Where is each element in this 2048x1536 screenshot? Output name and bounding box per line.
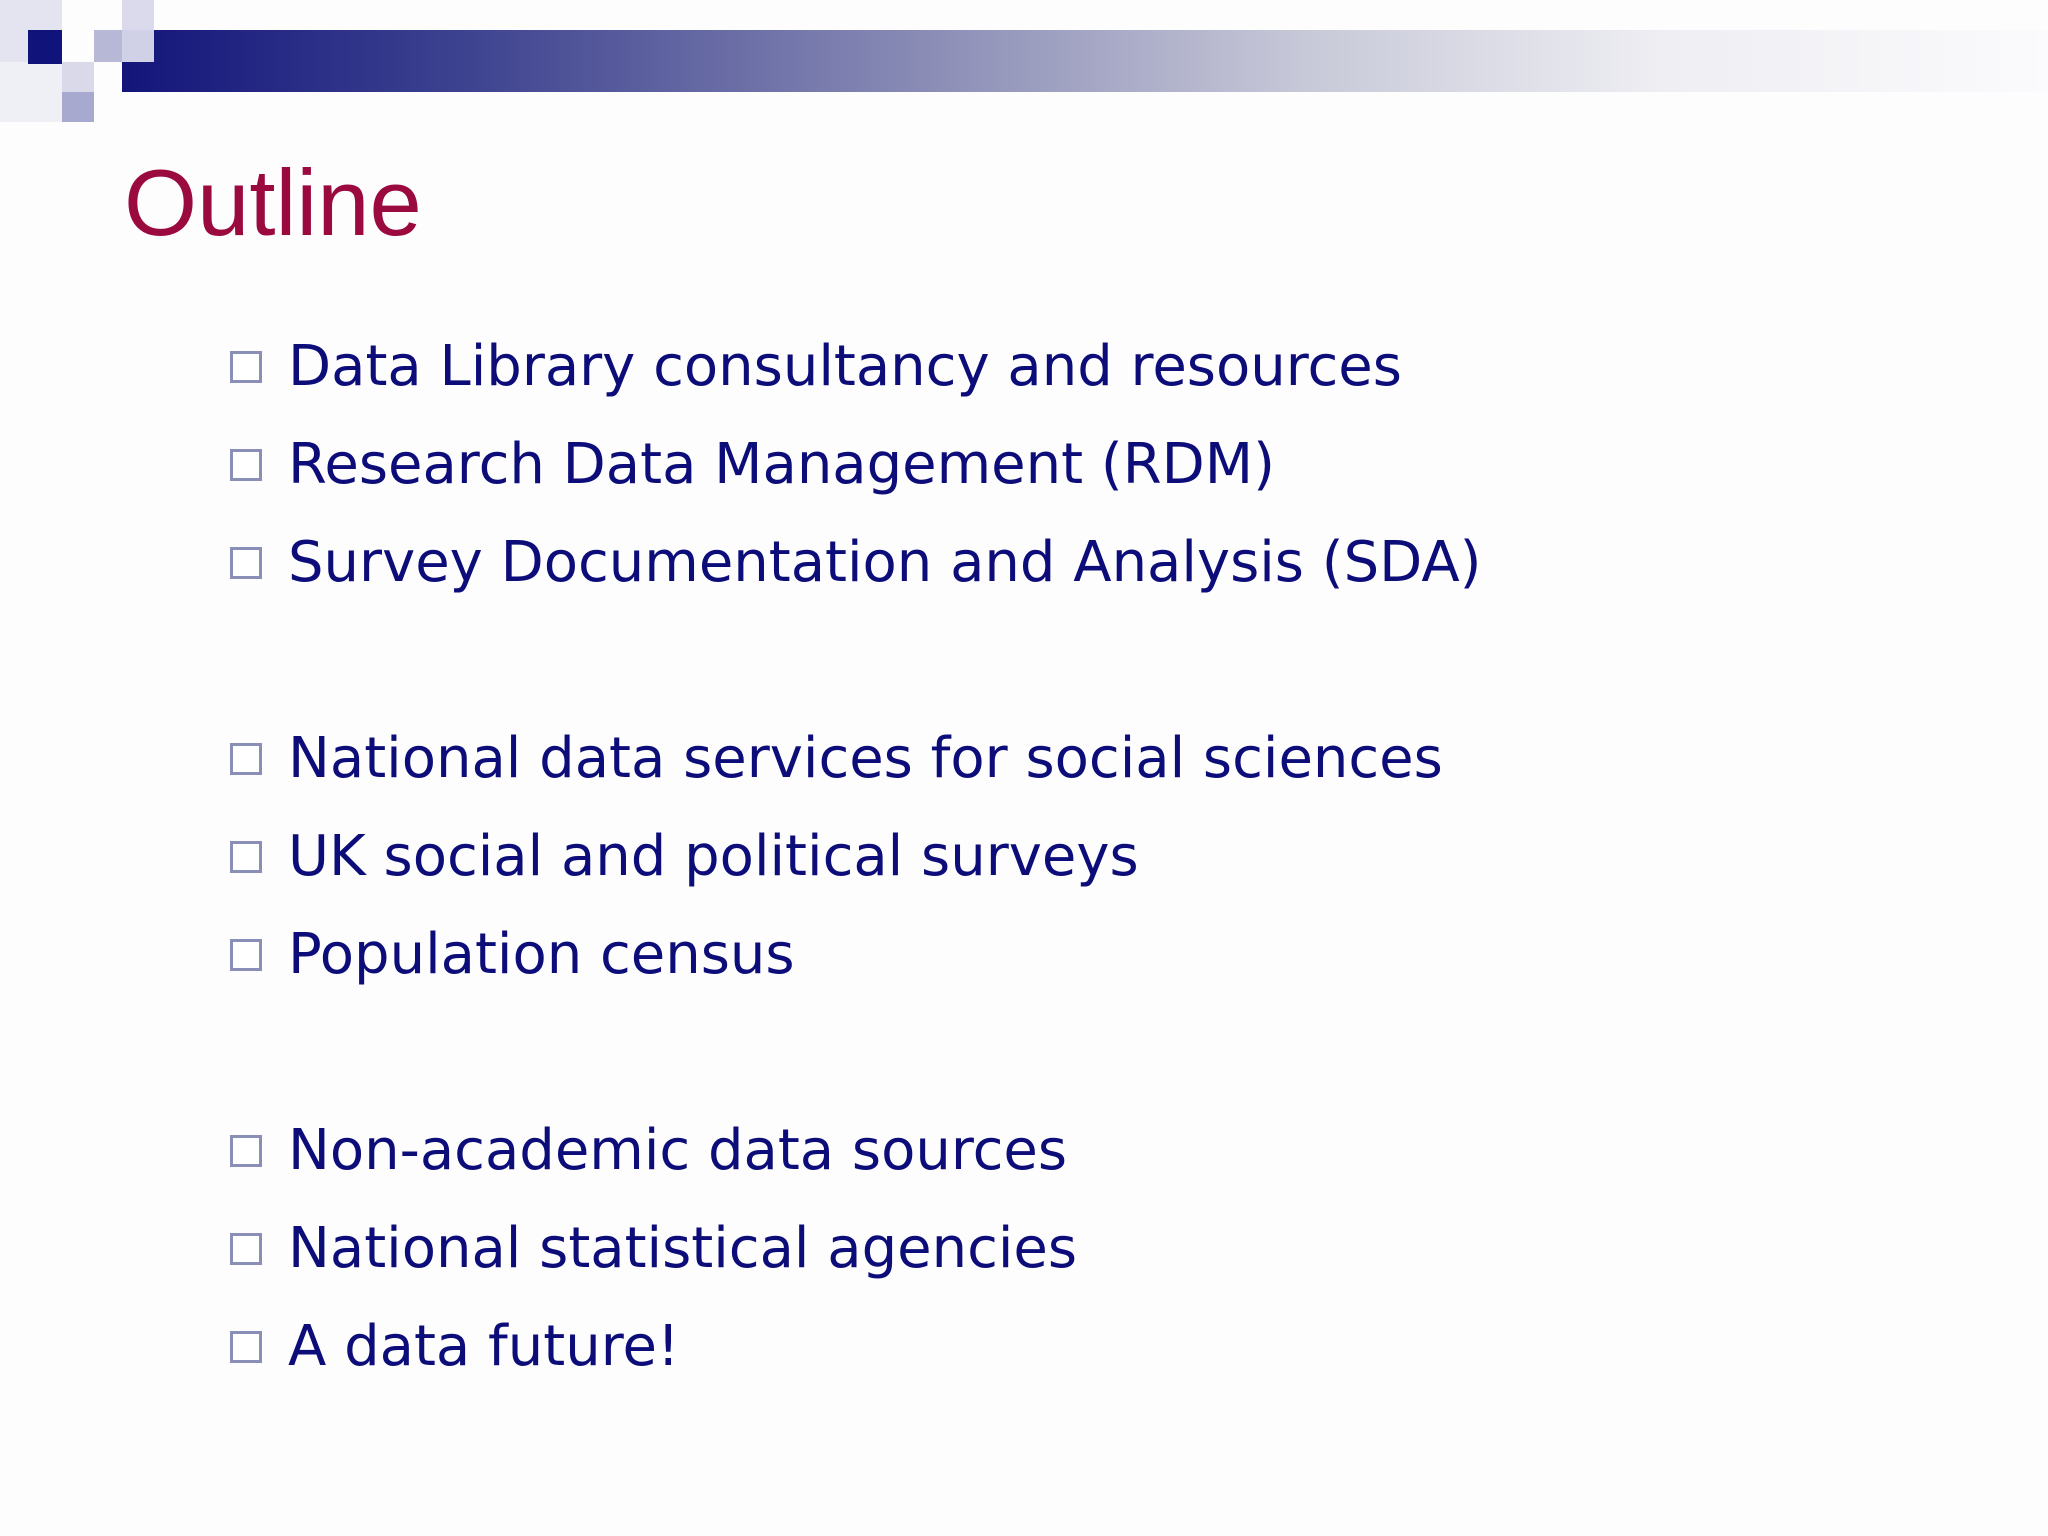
decor-square xyxy=(0,62,62,122)
list-item xyxy=(230,808,1481,906)
list-item xyxy=(230,1298,1481,1396)
hollow-square-icon xyxy=(230,1233,262,1265)
hollow-square-icon xyxy=(230,1135,262,1167)
list-item xyxy=(230,318,1481,416)
list-item-label: Data Library consultancy and resources xyxy=(288,334,1402,399)
hollow-square-icon xyxy=(230,743,262,775)
list-item xyxy=(230,710,1481,808)
hollow-square-icon xyxy=(230,547,262,579)
list-item-label: Survey Documentation and Analysis (SDA) xyxy=(288,530,1482,595)
list-item xyxy=(230,1102,1481,1200)
list-item-label: A data future! xyxy=(288,1314,680,1379)
hollow-square-icon xyxy=(230,1331,262,1363)
hollow-square-icon xyxy=(230,841,262,873)
hollow-square-icon xyxy=(230,449,262,481)
outline-list xyxy=(230,318,1481,1396)
list-item-label: National statistical agencies xyxy=(288,1216,1078,1281)
list-item xyxy=(230,416,1481,514)
hollow-square-icon xyxy=(230,939,262,971)
decor-square xyxy=(62,92,94,122)
decor-square xyxy=(122,30,154,62)
list-item xyxy=(230,1200,1481,1298)
list-item-label: National data services for social sciences xyxy=(288,726,1443,791)
hollow-square-icon xyxy=(230,351,262,383)
decor-square xyxy=(122,0,154,30)
list-item-label: Non-academic data sources xyxy=(288,1118,1068,1183)
list-item-label: UK social and political surveys xyxy=(288,824,1139,889)
slide-title: Outline xyxy=(124,150,422,255)
list-item-label: Research Data Management (RDM) xyxy=(288,432,1275,497)
decor-square xyxy=(28,30,62,64)
list-item xyxy=(230,514,1481,612)
list-item xyxy=(230,906,1481,1004)
header-gradient-band xyxy=(122,30,2048,92)
decor-square xyxy=(62,62,94,94)
list-item-label: Population census xyxy=(288,922,795,987)
